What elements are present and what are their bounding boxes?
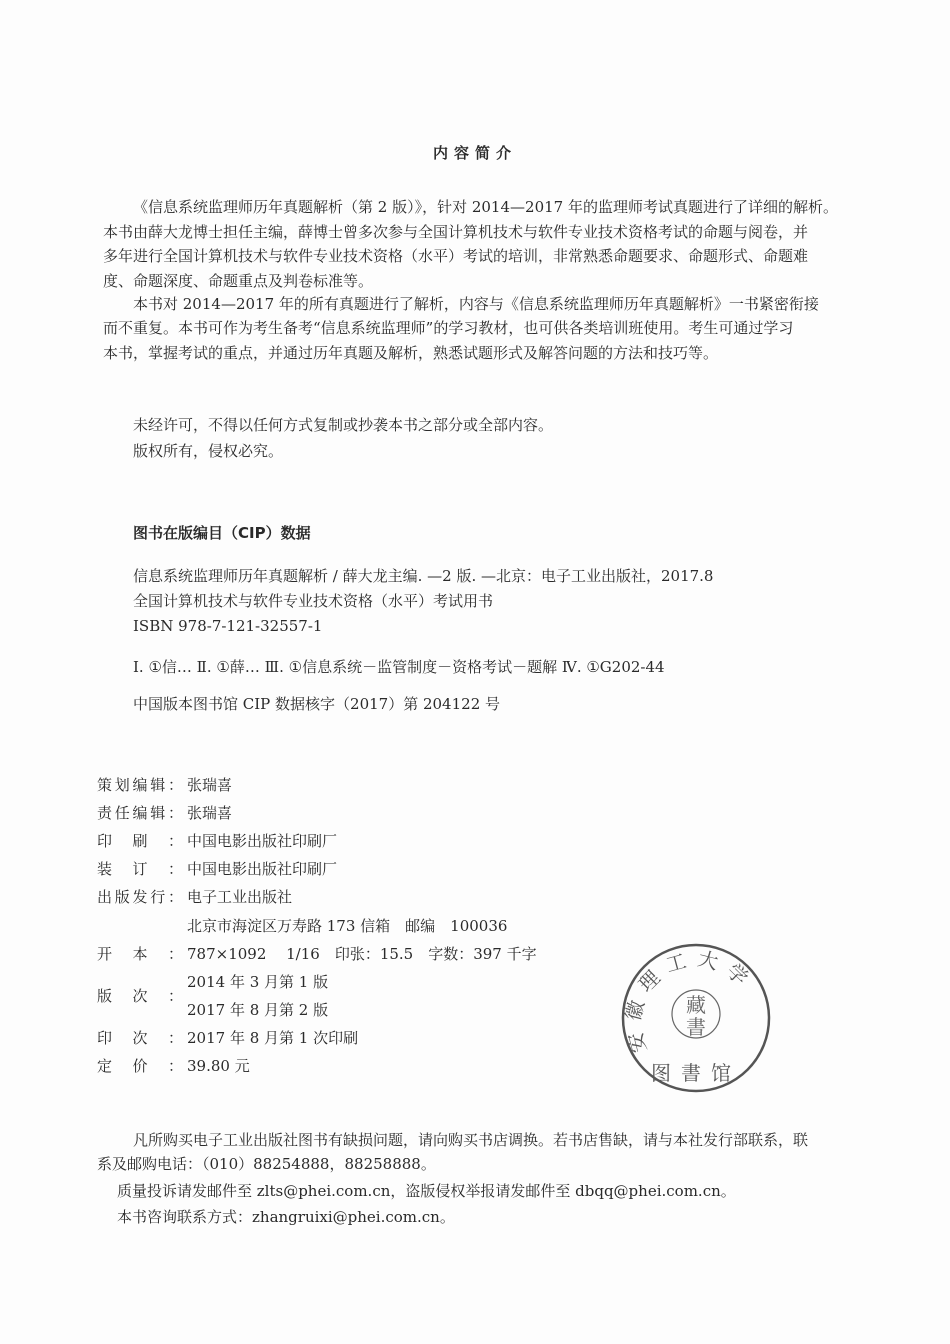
- intro-line: 多年进行全国计算机技术与软件专业技术资格（水平）考试的培训，非常熟悉命题要求、命题形式、命题难: [103, 247, 809, 265]
- copyright-notice: 版权所有，侵权必究。: [133, 442, 284, 460]
- cip-heading: 图书在版编目（CIP）数据: [133, 524, 311, 542]
- cip-classification: Ⅰ. ①信… Ⅱ. ①薛… Ⅲ. ①信息系统－监管制度－资格考试－题解 Ⅳ. ①G202-44: [133, 658, 665, 676]
- cip-verify: 中国版本图书馆 CIP 数据核字（2017）第 204122 号: [133, 695, 501, 713]
- svg-text:書: 書: [686, 1015, 706, 1039]
- credit-value: 787×1092 1/16 印张：15.5 字数：397 千字: [187, 945, 537, 963]
- credit-label: 定价：: [97, 1057, 183, 1075]
- credit-value: 张瑞喜: [187, 804, 233, 822]
- cip-line: 全国计算机技术与软件专业技术资格（水平）考试用书: [133, 592, 494, 610]
- copyright-notice: 未经许可，不得以任何方式复制或抄袭本书之部分或全部内容。: [133, 416, 554, 434]
- credit-label: 印次：: [97, 1029, 183, 1047]
- cip-isbn: ISBN 978-7-121-32557-1: [133, 617, 323, 635]
- credit-value: 2017 年 8 月第 1 次印刷: [187, 1029, 359, 1047]
- footer-line: 凡所购买电子工业出版社图书有缺损问题，请向购买书店调换。若书店售缺，请与本社发行部联系，联: [133, 1131, 809, 1149]
- credit-value: 39.80 元: [187, 1057, 250, 1075]
- footer-line: 质量投诉请发邮件至 zlts@phei.com.cn，盗版侵权举报请发邮件至 dbqq@phei.com.cn。: [117, 1182, 736, 1200]
- page-title: 内容简介: [432, 144, 517, 162]
- intro-line: 本书，掌握考试的重点，并通过历年真题及解析，熟悉试题形式及解答问题的方法和技巧等。: [103, 344, 719, 362]
- credit-label: 策划编辑：: [97, 776, 183, 794]
- credit-value: 2014 年 3 月第 1 版: [187, 973, 329, 991]
- credit-value: 2017 年 8 月第 2 版: [187, 1001, 329, 1019]
- credit-value: 北京市海淀区万寿路 173 信箱 邮编 100036: [187, 917, 508, 935]
- intro-line: 《信息系统监理师历年真题解析（第 2 版）》，针对 2014—2017 年的监理师考试真题进行了详细的解析。: [133, 198, 838, 216]
- credit-value: 中国电影出版社印刷厂: [187, 860, 338, 878]
- svg-text:图書馆: 图書馆: [651, 1061, 741, 1085]
- svg-text:藏: 藏: [686, 993, 706, 1017]
- credit-value: 中国电影出版社印刷厂: [187, 832, 338, 850]
- credit-label: 版次：: [97, 987, 183, 1005]
- credit-label: 开本：: [97, 945, 183, 963]
- intro-line: 而不重复。本书可作为考生备考“信息系统监理师”的学习教材，也可供各类培训班使用。考生可通过学习: [103, 319, 794, 337]
- cip-line: 信息系统监理师历年真题解析 / 薛大龙主编. —2 版. —北京：电子工业出版社，2017.8: [133, 567, 714, 585]
- credit-value: 张瑞喜: [187, 776, 233, 794]
- credit-label: 印刷：: [97, 832, 183, 850]
- intro-line: 度、命题深度、命题重点及判卷标准等。: [103, 272, 374, 290]
- footer-line: 系及邮购电话：（010）88254888，88258888。: [97, 1155, 436, 1173]
- intro-line: 本书对 2014—2017 年的所有真题进行了解析，内容与《信息系统监理师历年真题解析》一书紧密衔接: [133, 295, 819, 313]
- credit-label: 装订：: [97, 860, 183, 878]
- intro-line: 本书由薛大龙博士担任主编，薛博士曾多次参与全国计算机技术与软件专业技术资格考试的命题与阅卷，并: [103, 223, 809, 241]
- footer-line: 本书咨询联系方式：zhangruixi@phei.com.cn。: [117, 1208, 455, 1226]
- library-stamp: [618, 940, 774, 1096]
- svg-text:安徽理工大学: 安徽理工大学: [620, 946, 760, 1056]
- credit-label: 出版发行：: [97, 888, 183, 906]
- credit-label: 责任编辑：: [97, 804, 183, 822]
- credit-value: 电子工业出版社: [187, 888, 293, 906]
